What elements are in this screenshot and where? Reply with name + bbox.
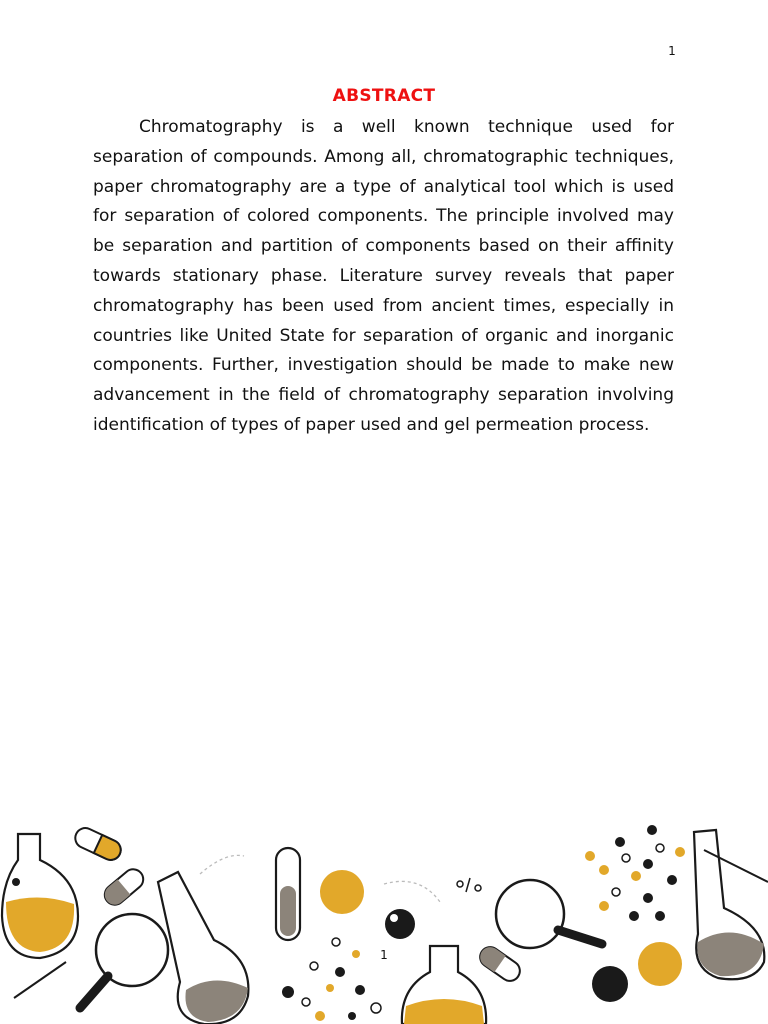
capsule-icon xyxy=(476,943,524,985)
magnifier-icon xyxy=(496,880,602,948)
page-number-top: 1 xyxy=(668,44,676,58)
flask-icon xyxy=(402,946,486,1024)
chemistry-illustration xyxy=(0,812,768,1024)
abstract-heading: ABSTRACT xyxy=(332,86,436,106)
test-tube-icon xyxy=(276,848,300,940)
molecule-ball-icon xyxy=(638,942,682,986)
molecule-ball-icon xyxy=(592,966,628,1002)
molecule-ball-icon xyxy=(390,914,398,922)
capsule-icon xyxy=(101,865,148,909)
molecule-ball-icon xyxy=(385,909,415,939)
flask-icon xyxy=(158,872,248,1024)
flask-icon xyxy=(2,834,78,958)
capsule-icon xyxy=(72,825,124,863)
flask-icon xyxy=(694,830,768,979)
page-number-bottom: 1 xyxy=(380,948,388,962)
abstract-paragraph: Chromatography is a well known technique used for separation of compounds. Among all, chromatographic techniques, paper chromatography are a type of analytical tool which is used for separation of colored components. The principle involved may be separation and partition of components based on their affinity towards stationary phase. Literature survey reveals that paper chromatography has been used from ancient times, especially in countries like United State for separation of organic and inorganic components. Further, investigation should be made to make new advancement in the field of chromatography separation involving identification of types of paper used and gel permeation process. xyxy=(93,117,674,435)
molecule-ball-icon xyxy=(320,870,364,914)
